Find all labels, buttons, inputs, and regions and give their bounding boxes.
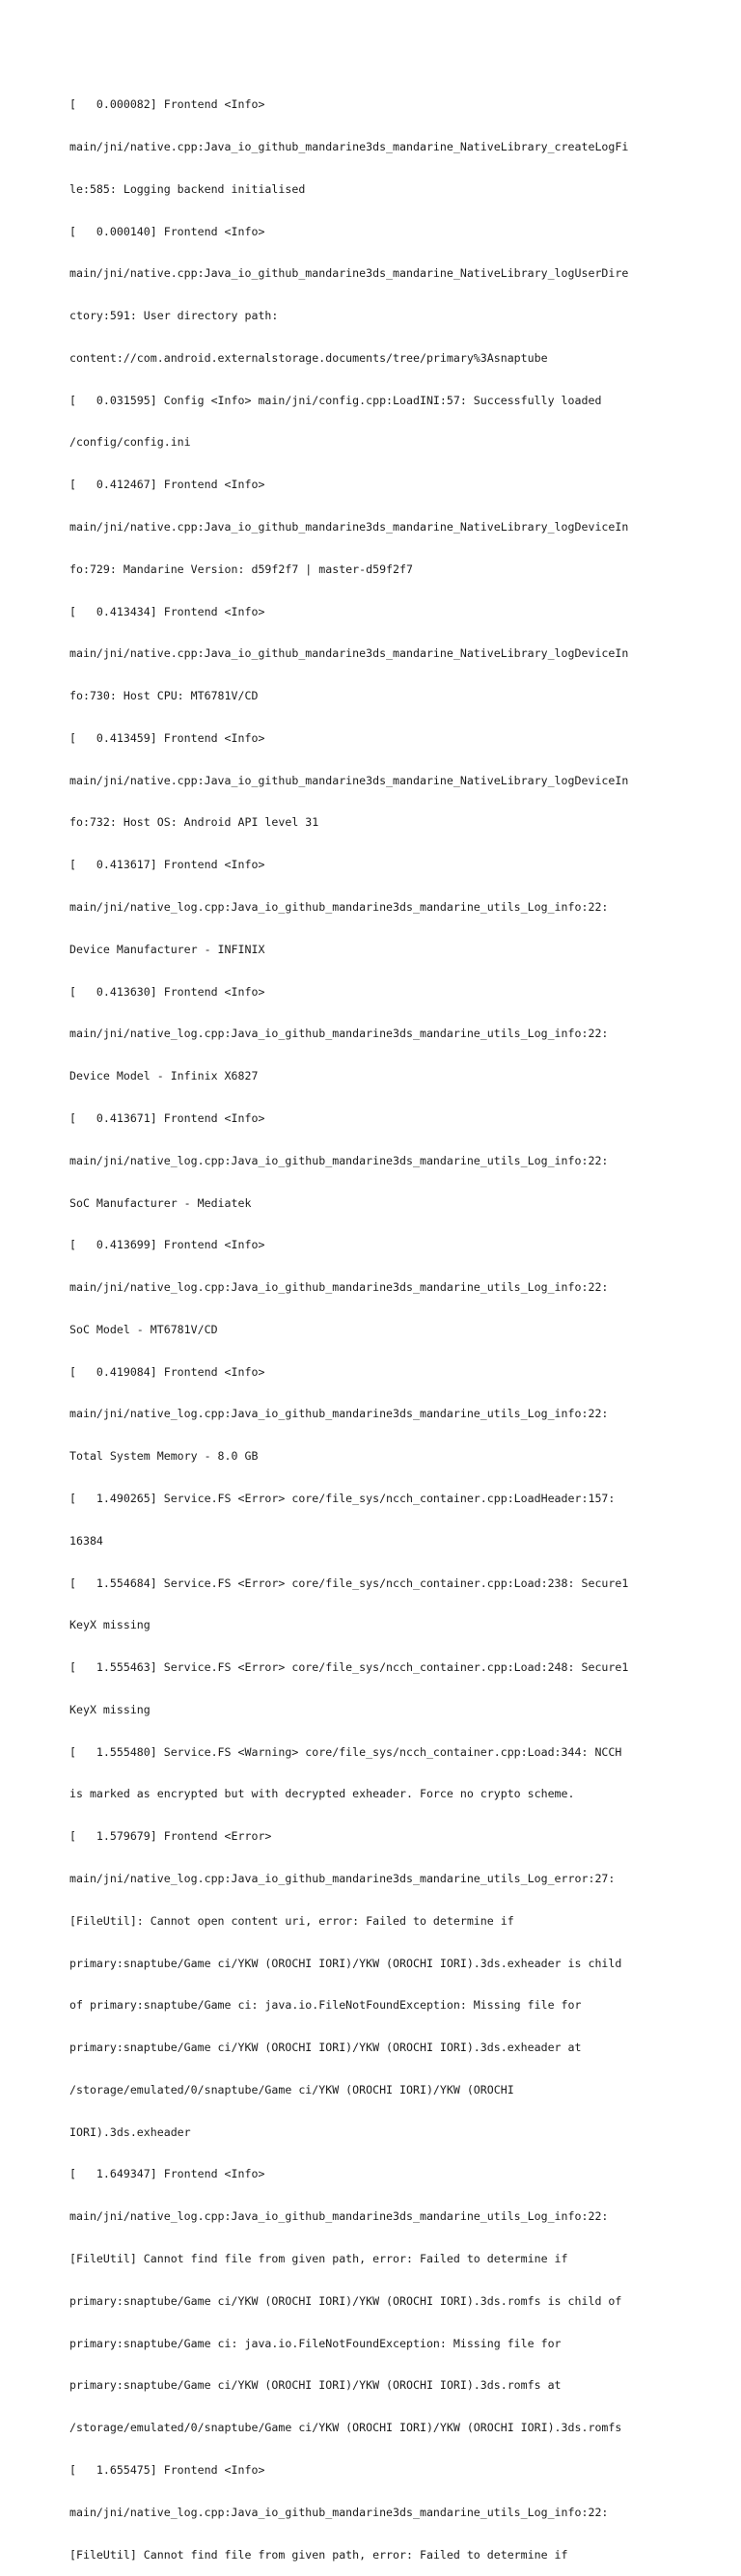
log-line: main/jni/native.cpp:Java_io_github_mandarine3ds_mandarine_NativeLibrary_logDeviceIn [69, 646, 629, 661]
log-line: main/jni/native.cpp:Java_io_github_mandarine3ds_mandarine_NativeLibrary_createLogFi [69, 139, 629, 153]
log-line: primary:snaptube/Game ci/YKW (OROCHI IORI)/YKW (OROCHI IORI).3ds.exheader at [69, 2041, 582, 2055]
log-line: main/jni/native_log.cpp:Java_io_github_mandarine3ds_mandarine_utils_Log_error:27: [69, 1872, 616, 1885]
log-line: 16384 [69, 1533, 103, 1548]
log-line: main/jni/native.cpp:Java_io_github_mandarine3ds_mandarine_NativeLibrary_logUserDire [69, 266, 629, 281]
log-line: [ 1.490265] Service.FS <Error> core/file_sys/ncch_container.cpp:LoadHeader:157: [69, 1491, 616, 1505]
log-line: primary:snaptube/Game ci/YKW (OROCHI IORI)/YKW (OROCHI IORI).3ds.exheader is child [69, 1956, 622, 1970]
log-line: ctory:591: User directory path: [69, 309, 279, 323]
log-line: [ 0.031595] Config <Info> main/jni/config.cpp:LoadINI:57: Successfully loaded [69, 393, 602, 407]
log-line: fo:730: Host CPU: MT6781V/CD [69, 689, 259, 703]
log-document [69, 69, 687, 2576]
log-line: main/jni/native_log.cpp:Java_io_github_mandarine3ds_mandarine_utils_Log_info:22: [69, 1280, 609, 1295]
log-line: [ 0.413699] Frontend <Info> [69, 1238, 265, 1252]
log-line: Device Model - Infinix X6827 [69, 1069, 259, 1083]
log-line: main/jni/native.cpp:Java_io_github_mandarine3ds_mandarine_NativeLibrary_logDeviceIn [69, 520, 629, 534]
log-line: Total System Memory - 8.0 GB [69, 1449, 259, 1464]
log-line: [ 1.649347] Frontend <Info> [69, 2167, 265, 2181]
log-line: of primary:snaptube/Game ci: java.io.FileNotFoundException: Missing file for [69, 1998, 582, 2013]
log-line: main/jni/native_log.cpp:Java_io_github_mandarine3ds_mandarine_utils_Log_info:22: [69, 900, 609, 915]
log-line: main/jni/native_log.cpp:Java_io_github_mandarine3ds_mandarine_utils_Log_info:22: [69, 1407, 609, 1421]
log-line: /storage/emulated/0/snaptube/Game ci/YKW (OROCHI IORI)/YKW (OROCHI [69, 2082, 514, 2096]
log-line: [ 1.555463] Service.FS <Error> core/file_sys/ncch_container.cpp:Load:248: Secure1 [69, 1660, 629, 1675]
log-line: content://com.android.externalstorage.documents/tree/primary%3Asnaptube [69, 350, 548, 365]
log-line: [ 0.000082] Frontend <Info> [69, 97, 265, 112]
log-line: main/jni/native.cpp:Java_io_github_mandarine3ds_mandarine_NativeLibrary_logDeviceIn [69, 773, 629, 787]
log-line: [FileUtil]: Cannot open content uri, error: Failed to determine if [69, 1913, 514, 1928]
log-line: is marked as encrypted but with decrypted exheader. Force no crypto scheme. [69, 1787, 575, 1801]
log-line: KeyX missing [69, 1702, 151, 1716]
log-line: Device Manufacturer - INFINIX [69, 942, 265, 956]
log-line: [ 1.555480] Service.FS <Warning> core/file_sys/ncch_container.cpp:Load:344: NCCH [69, 1744, 622, 1759]
log-line: [ 1.579679] Frontend <Error> [69, 1829, 272, 1844]
log-line: [ 0.413459] Frontend <Info> [69, 730, 265, 745]
log-line: KeyX missing [69, 1618, 151, 1632]
log-line: main/jni/native_log.cpp:Java_io_github_mandarine3ds_mandarine_utils_Log_info:22: [69, 1027, 609, 1041]
log-line: fo:732: Host OS: Android API level 31 [69, 815, 319, 830]
log-line: primary:snaptube/Game ci: java.io.FileNotFoundException: Missing file for [69, 2336, 562, 2350]
log-line: primary:snaptube/Game ci/YKW (OROCHI IORI)/YKW (OROCHI IORI).3ds.romfs at [69, 2378, 562, 2393]
log-line: [ 0.413671] Frontend <Info> [69, 1110, 265, 1125]
log-line: main/jni/native_log.cpp:Java_io_github_mandarine3ds_mandarine_utils_Log_info:22: [69, 2505, 609, 2519]
log-line: main/jni/native_log.cpp:Java_io_github_mandarine3ds_mandarine_utils_Log_info:22: [69, 1153, 609, 1167]
log-line: [FileUtil] Cannot find file from given path, error: Failed to determine if [69, 2547, 568, 2562]
log-line: [ 1.554684] Service.FS <Error> core/file_sys/ncch_container.cpp:Load:238: Secure1 [69, 1576, 629, 1590]
log-line: [ 0.412467] Frontend <Info> [69, 478, 265, 492]
log-line: /storage/emulated/0/snaptube/Game ci/YKW (OROCHI IORI)/YKW (OROCHI IORI).3ds.romfs [69, 2421, 622, 2435]
log-line: SoC Manufacturer - Mediatek [69, 1195, 252, 1210]
log-line: primary:snaptube/Game ci/YKW (OROCHI IORI)/YKW (OROCHI IORI).3ds.romfs is child of [69, 2293, 622, 2308]
log-line: IORI).3ds.exheader [69, 2124, 191, 2139]
log-line: fo:729: Mandarine Version: d59f2f7 | master-d59f2f7 [69, 562, 413, 576]
log-line: [ 0.419084] Frontend <Info> [69, 1364, 265, 1379]
log-line: le:585: Logging backend initialised [69, 181, 306, 196]
log-line: [ 0.000140] Frontend <Info> [69, 224, 265, 238]
log-line: [FileUtil] Cannot find file from given path, error: Failed to determine if [69, 2252, 568, 2266]
log-line: [ 1.655475] Frontend <Info> [69, 2462, 265, 2477]
log-line: [ 0.413434] Frontend <Info> [69, 604, 265, 618]
log-line: [ 0.413630] Frontend <Info> [69, 984, 265, 999]
log-line: [ 0.413617] Frontend <Info> [69, 858, 265, 872]
log-line: SoC Model - MT6781V/CD [69, 1322, 218, 1336]
log-line: main/jni/native_log.cpp:Java_io_github_mandarine3ds_mandarine_utils_Log_info:22: [69, 2209, 609, 2224]
log-line: /config/config.ini [69, 435, 191, 450]
